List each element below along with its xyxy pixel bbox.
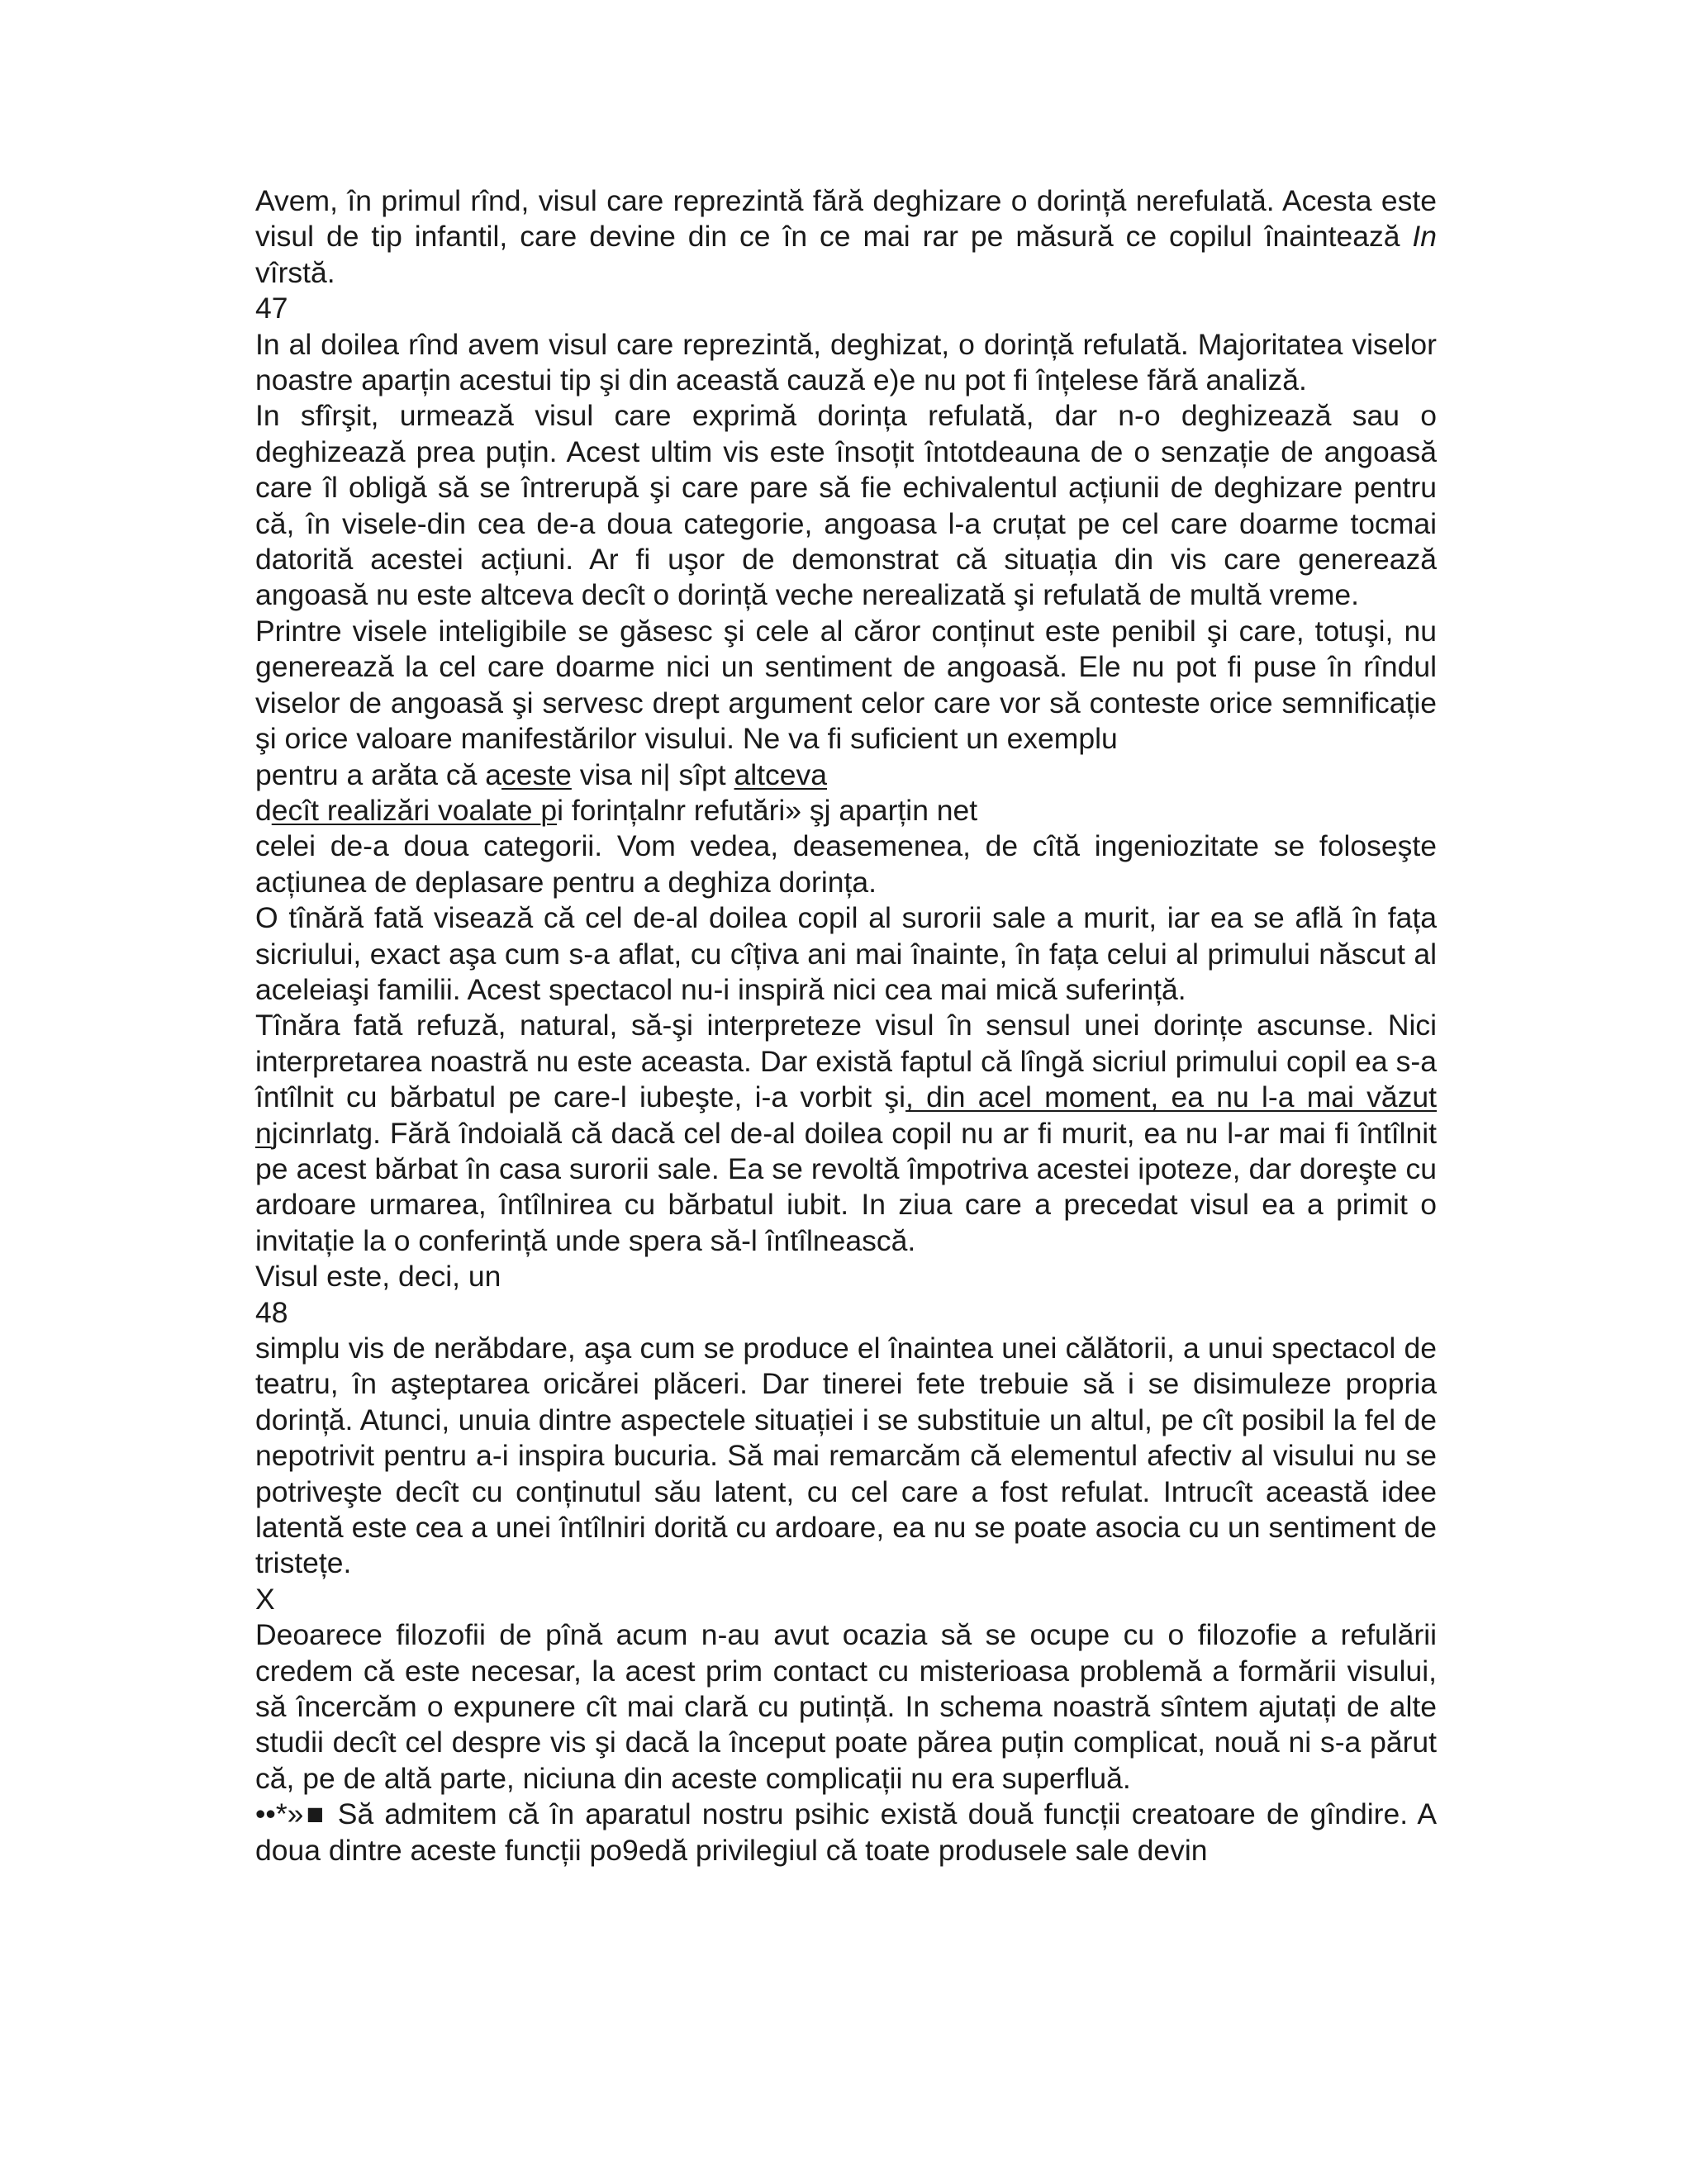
- paragraph: Tînăra fată refuză, natural, să-şi interpreteze visul în sensul unei dorințe ascunse. Nici interpretarea noastră nu este aceasta. Dar există faptul că lîngă sicriul primului copil ea s-a întîlnit cu bărbatul pe care-l iubeşte, i-a vorbit şi, din acel moment, ea nu l-a mai văzut njcinrlatg. Fără îndoială că dacă cel de-al doilea copil nu ar fi murit, ea nu l-ar mai fi întîlnit pe acest bărbat în casa surorii sale. Ea se revoltă împotriva acestei ipoteze, dar doreşte cu ardoare urmarea, întîlnirea cu bărbatul iubit. In ziua care a precedat visul ea a primit o invitație la o conferință unde spera să-l întîlnească.: [255, 1009, 1438, 1257]
- paragraph: O tînără fată visează că cel de-al doilea copil al surorii sale a murit, iar ea se află în fața sicriului, exact aşa cum s-a aflat, cu cîțiva ani mai înainte, în fața celui al primului născut al aceleiaşi familii. Acest spectacol nu-i inspiră nici cea mai mică suferință.: [255, 901, 1437, 1006]
- underlined-text: ceste: [501, 757, 572, 791]
- italic-word: In: [1412, 220, 1437, 254]
- paragraph: In sfîrşit, urmează visul care exprimă dorința refulată, dar n-o deghizează sau o deghizează prea puțin. Acest ultim vis este însoțit întotdeauna de o senzație de angoasă care îl obligă să se întrerupă şi care pare să fie echivalentul acțiunii de deghizare pentru că, în visele-din cea de-a doua categorie, angoasa l-a cruțat pe cel care doarme tocmai datorită acestei acțiuni. Ar fi uşor de demonstrat că situația din vis care generează angoasă nu este altceva decît o dorință veche nerealizată şi refulată de multă vreme.: [255, 399, 1437, 612]
- paragraph: Deoarece filozofii de pînă acum n-au avut ocazia să se ocupe cu o filozofie a refulării credem că este necesar, la acest prim contact cu misterioasa problemă a formării visului, să încercăm o expunere cît mai clară cu putință. In schema noastră sîntem ajutați de alte studii decît cel despre vis şi dacă la început poate părea puțin complicat, nouă ni s-a părut că, pe de altă parte, niciuna din aceste complicații nu era superfluă.: [255, 1618, 1437, 1795]
- document-page: [255, 183, 1437, 1868]
- section-heading: X: [255, 1582, 275, 1616]
- paragraph-tail: Visul este, deci, un: [255, 1260, 501, 1294]
- underlined-text: ecît realizări voalate p: [271, 793, 558, 827]
- underlined-text: altceva: [734, 757, 828, 791]
- page-number: 47: [255, 292, 288, 325]
- paragraph: simplu vis de nerăbdare, aşa cum se produce el înaintea unei călătorii, a unui spectacol de teatru, în aşteptarea oricărei plăceri. Dar tinerei fete trebuie să i se disimuleze propria dorință. Atunci, unuia dintre aspectele situației i se substituie un altul, pe cît posibil la fel de nepotrivit pentru a-i inspira bucuria. Să mai remarcăm că elementul afectiv al visului nu se potriveşte decît cu conținutul său latent, cu cel care a fost refulat. Intrucît această idee latentă este cea a unei întîlniri dorită cu ardoare, ea nu se poate asocia cu un sentiment de tristețe.: [255, 1332, 1437, 1580]
- underlined-text: , din acel moment, ea nu l-a mai văzut n: [255, 1080, 1438, 1150]
- paragraph: Printre visele inteligibile se găsesc şi cele al căror conținut este penibil şi care, totuşi, nu generează la cel care doarme nici un sentiment de angoasă. Ele nu pot fi puse în rîndul viselor de angoasă şi servesc drept argument celor care vor să conteste orice semnificație şi orice valoare manifestărilor visului. Ne va fi suficient un exemplu: [255, 614, 1437, 756]
- paragraph: Avem, în primul rînd, visul care reprezintă fără deghizare o dorință nerefulată. Acesta este visul de tip infantil, care devine din ce în ce mai rar pe măsură ce copilul înaintează In vîrstă.: [255, 184, 1437, 289]
- page-number: 48: [255, 1295, 288, 1329]
- paragraph: ••*»■ Să admitem că în aparatul nostru psihic există două funcții creatoare de gîndire. A doua dintre aceste funcții po9edă privilegiul că toate produsele sale devin: [255, 1797, 1437, 1867]
- garbled-line: pentru a arăta că aceste visa ni| sîpt altceva: [255, 757, 828, 791]
- garbled-line: decît realizări voalate pi forințalnr refutări» şj aparțin net: [255, 793, 978, 827]
- paragraph: In al doilea rînd avem visul care reprezintă, deghizat, o dorință refulată. Majoritatea viselor noastre aparțin acestui tip şi din această cauză e)e nu pot fi înțelese fără analiză.: [255, 327, 1437, 397]
- paragraph: celei de-a doua categorii. Vom vedea, deasemenea, de cîtă ingeniozitate se foloseşte acțiunea de deplasare pentru a deghiza dorința.: [255, 829, 1437, 899]
